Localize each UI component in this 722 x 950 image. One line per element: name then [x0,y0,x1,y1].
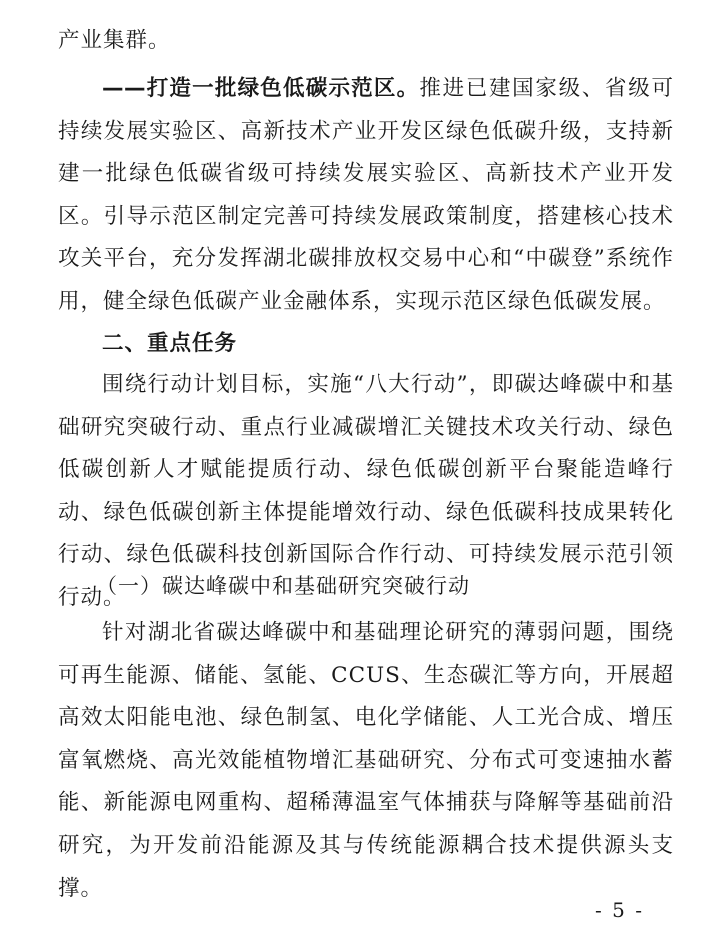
paragraph-text: 推进已建国家级、省级可持续发展实验区、高新技术产业开发区绿色低碳升级，支持新建一批绿色低碳省级可持续发展实验区、高新技术产业开发区。引导示范区制定完善可持续发展政策制度，搭建核心技术攻关平台，充分发挥湖北碳排放权交易中心和“中碳登”系统作用，健全绿色低碳产业金融体系，实现示范区绿色低碳发展。 [58,76,674,314]
paragraph-continuation [58,20,674,63]
page-number: - 5 - [595,898,644,922]
subsection-heading: （一）碳达峰碳中和基础研究突破行动 [96,574,470,598]
paragraph-bold-lead: ——打造一批绿色低碳示范区。 [102,76,420,101]
paragraph-text: 围绕行动计划目标，实施“八大行动”，即碳达峰碳中和基础研究突破行动、重点行业减碳增汇关键技术攻关行动、绿色低碳创新人才赋能提质行动、绿色低碳创新平台聚能造峰行动、绿色低碳创新主体提能增效行动、绿色低碳科技成果转化行动、绿色低碳科技创新国际合作行动、可持续发展示范引领行动。 [58,372,674,610]
paragraph-text: 针对湖北省碳达峰碳中和基础理论研究的薄弱问题，围绕可再生能源、储能、氢能、CCUS、生态碳汇等方向，开展超高效太阳能电池、绿色制氢、电化学储能、人工光合成、增压富氧燃烧、高光效能植物增汇基础研究、分布式可变速抽水蓄能、新能源电网重构、超稀薄温室气体捕获与降解等基础前沿研究，为开发前沿能源及其与传统能源耦合技术提供源头支撑。 [58,620,674,901]
paragraph-demonstration-zone [58,68,674,324]
paragraph-text: 产业集群。 [58,28,171,53]
paragraph-basic-research [58,612,674,910]
section-heading: 二、重点任务 [102,331,238,356]
